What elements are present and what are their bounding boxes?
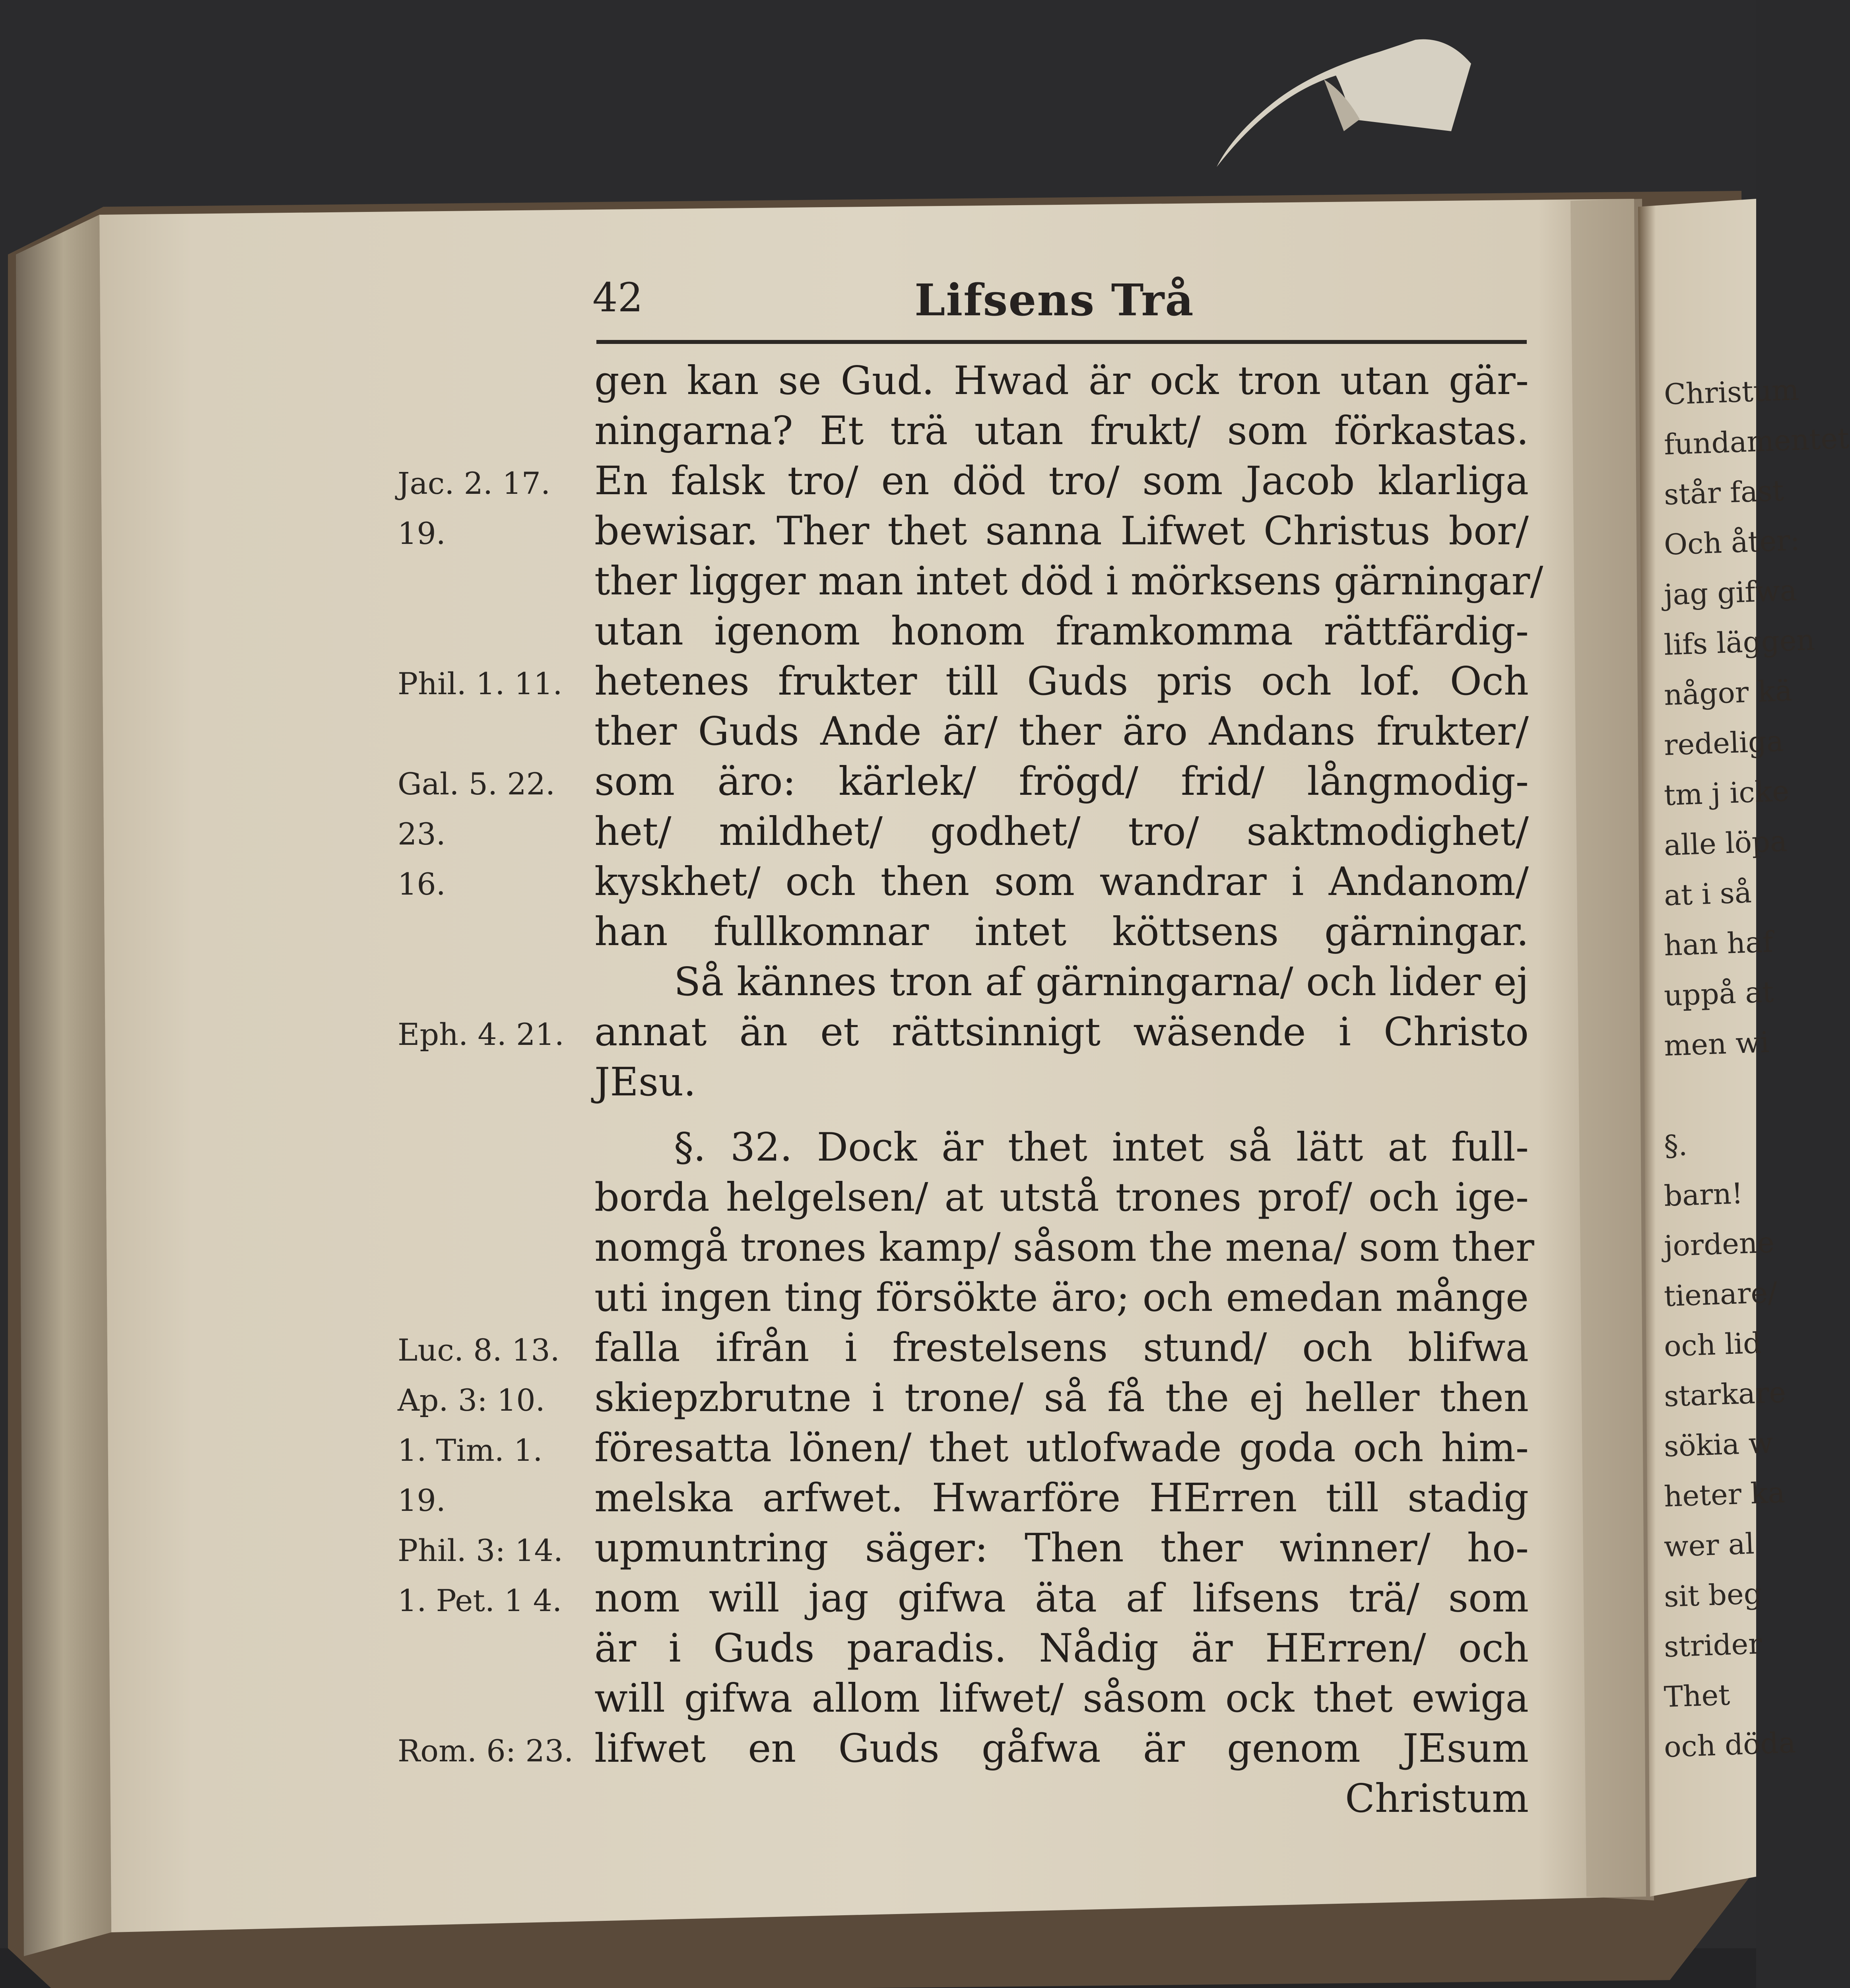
text-line: är i Guds paradis. Nådig är HErren/ och	[594, 1626, 1529, 1671]
next-page-line: han haf	[1663, 925, 1774, 962]
margin-reference: 19.	[398, 1483, 446, 1518]
margin-reference: Rom. 6: 23.	[398, 1733, 574, 1769]
next-page-line: uppå at	[1663, 975, 1774, 1012]
next-page-line: men wi	[1663, 1025, 1770, 1062]
text-line: bewisar. Ther thet sanna Lifwet Christus bor/	[594, 509, 1529, 554]
next-page-line: heter ka	[1663, 1475, 1786, 1513]
margin-reference: 23.	[398, 816, 446, 852]
text-line: borda helgelsen/ at utstå trones prof/ och ige-	[594, 1175, 1529, 1220]
text-line: nomgå trones kamp/ såsom the mena/ som ther	[594, 1225, 1534, 1270]
text-line: JEsu.	[594, 1060, 696, 1105]
next-page-line: lifs läggen	[1663, 623, 1815, 662]
margin-reference: 16.	[398, 866, 446, 902]
next-page-line: jag gifwa	[1663, 573, 1798, 612]
body-text	[594, 356, 1543, 1824]
margin-reference: Eph. 4. 21.	[398, 1017, 564, 1052]
text-line: upmuntring säger: Then ther winner/ ho-	[594, 1526, 1529, 1571]
margin-reference: Luc. 8. 13.	[398, 1332, 560, 1368]
next-page-line: strider	[1663, 1627, 1763, 1664]
next-page-line: sit beg	[1663, 1576, 1763, 1613]
text-line: §. 32. Dock är thet intet så lätt at full-	[674, 1125, 1529, 1170]
text-line: föresatta lönen/ thet utlofwade goda och him-	[594, 1425, 1529, 1471]
text-line: utan igenom honom framkomma rättfärdig-	[594, 609, 1529, 654]
text-line: lifwet en Guds gåfwa är genom JEsum	[594, 1726, 1529, 1771]
next-page-fragments	[1663, 368, 1850, 1799]
running-title: Lifsens Trå	[914, 274, 1194, 326]
next-page-line: jordene	[1663, 1225, 1775, 1263]
next-page-line: barn!	[1663, 1176, 1744, 1213]
next-page-line: §.	[1663, 1128, 1688, 1163]
margin-reference: Gal. 5. 22.	[398, 766, 555, 802]
next-page-line: Thet	[1663, 1678, 1731, 1714]
next-page-line	[1663, 1068, 1756, 1121]
text-line: gen kan se Gud. Hwad är ock tron utan gär-	[594, 358, 1529, 404]
next-page-line: starkare	[1663, 1375, 1787, 1413]
next-page-line: Christum	[1663, 373, 1800, 411]
text-line: annat än et rättsinnigt wäsende i Christo	[594, 1010, 1529, 1055]
next-page-line: fundamentet	[1663, 421, 1850, 461]
next-page-line: sökia w	[1663, 1426, 1774, 1463]
text-line: melska arfwet. Hwarföre HErren till stadig	[594, 1475, 1529, 1521]
header-rule	[596, 340, 1527, 344]
text-line: kyskhet/ och then som wandrar i Andanom/	[594, 859, 1529, 905]
page-number: 42	[592, 274, 643, 321]
text-line: Christum	[1345, 1776, 1529, 1821]
text-line: het/ mildhet/ godhet/ tro/ saktmodighet/	[594, 809, 1529, 854]
text-line: hetenes frukter till Guds pris och lof. Och	[594, 659, 1529, 704]
next-page-line: Och åter:	[1663, 523, 1801, 561]
next-page-line: redeliga	[1663, 724, 1784, 762]
next-page-line: står fast	[1663, 474, 1784, 511]
text-line: uti ingen ting försökte äro; och emedan månge	[594, 1275, 1529, 1320]
text-line: ther ligger man intet död i mörksens gärningar/	[594, 559, 1543, 604]
next-page-line: någor kä	[1663, 674, 1793, 712]
margin-reference: Phil. 1. 11.	[398, 666, 563, 701]
text-line: ther Guds Ande är/ ther äro Andans frukter/	[594, 709, 1529, 754]
text-line: skiepzbrutne i trone/ så få the ej heller then	[594, 1375, 1529, 1421]
text-line: falla ifrån i frestelsens stund/ och blifwa	[594, 1325, 1529, 1371]
next-page-line: tm j icke	[1663, 774, 1790, 812]
next-page-line: alle löpa	[1663, 824, 1788, 862]
margin-reference: 1. Pet. 1 4.	[398, 1583, 562, 1618]
text-line: will gifwa allom lifwet/ såsom ock thet ewiga	[594, 1676, 1529, 1721]
next-page-line: tienare/	[1663, 1276, 1778, 1313]
margin-reference: Jac. 2. 17.	[398, 466, 551, 501]
text-line: nom will jag gifwa äta af lifsens trä/ som	[594, 1576, 1529, 1621]
text-line: han fullkomnar intet köttsens gärningar.	[594, 909, 1529, 955]
margin-reference: Phil. 3: 14.	[398, 1533, 563, 1568]
next-page-line: och lid	[1663, 1326, 1762, 1363]
text-line: Så kännes tron af gärningarna/ och lider ej	[674, 959, 1529, 1005]
next-page-line: och döda	[1663, 1726, 1796, 1764]
text-line: En falsk tro/ en död tro/ som Jacob klarliga	[594, 458, 1529, 504]
text-line: ningarna? Et trä utan frukt/ som förkastas.	[594, 408, 1529, 454]
margin-reference: 19.	[398, 516, 446, 551]
next-page-line: at i så	[1663, 876, 1752, 912]
margin-reference: Ap. 3: 10.	[398, 1382, 545, 1418]
margin-reference: 1. Tim. 1.	[398, 1433, 543, 1468]
next-page-line: wer al	[1663, 1527, 1755, 1563]
text-line: som äro: kärlek/ frögd/ frid/ långmodig-	[594, 759, 1529, 804]
